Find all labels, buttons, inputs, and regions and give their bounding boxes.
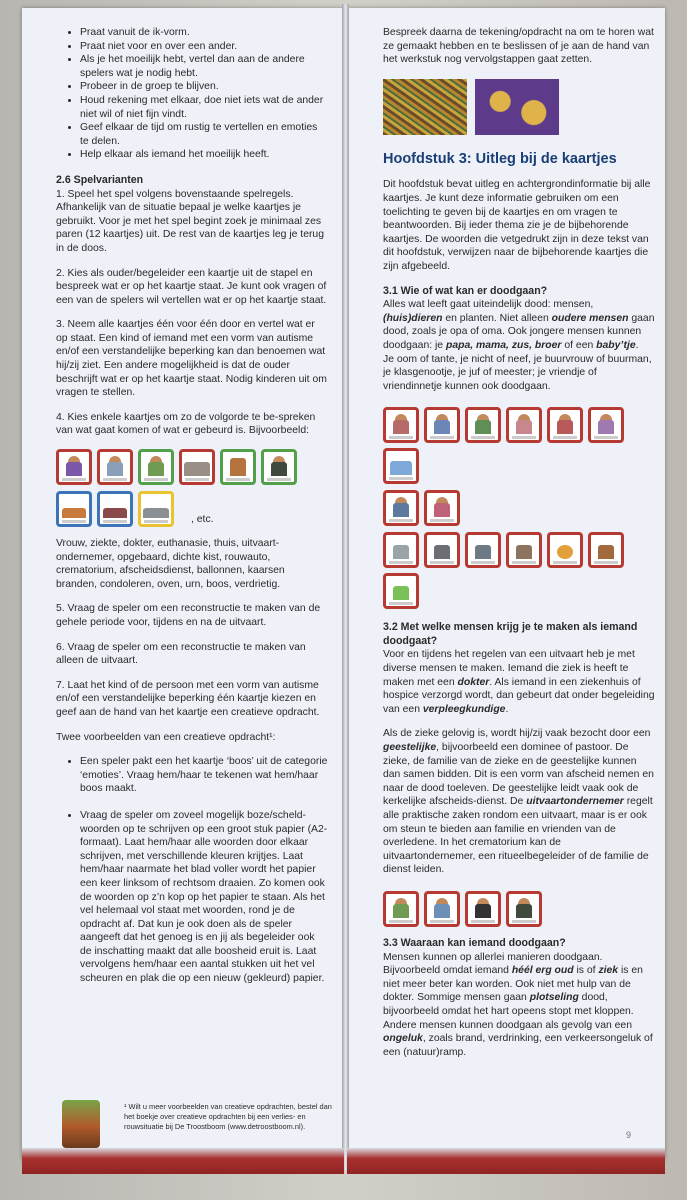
list-item: • Praat niet voor en over een ander. (80, 40, 328, 54)
list-item: • Houd rekening met elkaar, doe niet iets wat de ander niet wil of niet fijn vindt. (80, 94, 328, 121)
card-clergyman (465, 891, 501, 927)
card-hearse (138, 491, 174, 527)
card-row-example-2 (56, 491, 328, 527)
card-baby (383, 448, 419, 484)
card-person (383, 407, 419, 443)
paragraph: Als de zieke gelovig is, wordt hij/zij vaak bezocht door een geestelijke, bijvoorbeeld een dominee of pastoor. De zieke, de familie van de zieke en de geestelijke kunnen dan samen bidden. Dit is een vorm van afscheid nemen en naar de dood toeleven. De geestelijke leidt vaak ook de kerkelijke afscheids-dienst. De uitvaartondernemer regelt alle praktische zaken rondom een uitvaart, maar is er ook om steun te bieden aan familie en vrienden van de overledene. In het crematorium kan de uitvaartondernemer, een ritueelbegeleider of de familie de dienst leiden. (383, 728, 654, 876)
paragraph: Je oom of tante, je nicht of neef, je buurvrouw of buurman, je klasgenootje, je juf of meester; je vriendje of vriendinnetje kunnen ook doodgaan. (383, 353, 652, 392)
paragraph: 2. Kies als ouder/begeleider een kaartje uit de stapel en bespreek wat er op het kaartje staat. Je kunt ook vragen of een van de spelers wil vertellen wat er op het kaartje staat. (56, 267, 327, 306)
paragraph: Dit hoofdstuk bevat uitleg en achtergrondinformatie bij alle kaartjes. Je kunt deze informatie gebruiken om een toelichting te geven bij de kaartjes en om vragen te beantwoorden. Bij ieder thema zie je de bijbehorende kaartjes. De woorden die vetgedrukt zijn in deze tekst van dit hoofdstuk, verwijzen naar de bijbehorende kaartjes die zijn afgebeeld. (383, 179, 651, 272)
section-title: 2.6 Spelvarianten (56, 173, 144, 186)
paragraph: 7. Laat het kind of de persoon met een vorm van autisme en/of een verstandelijke beperking één kaartje kiezen en geef aan de hand van het kaartje een creatieve opdracht. (56, 679, 320, 718)
section-title: 3.3 Waaraan kan iemand doodgaan? (383, 936, 566, 949)
card-classmates (424, 490, 460, 526)
left-page-bottom-band (22, 1148, 344, 1174)
card-dog (383, 532, 419, 568)
chapter-title: Hoofdstuk 3: Uitleg bij de kaartjes (383, 150, 617, 167)
card-guinea-pig (506, 532, 542, 568)
list-item: • Geef elkaar de tijd om rustig te vertellen en emoties te delen. (80, 121, 328, 148)
left-column (56, 26, 328, 999)
card-undertaker (506, 891, 542, 927)
card-undertaker (261, 449, 297, 485)
card-rabbit (465, 532, 501, 568)
list-item: • Help elkaar als iemand het moeilijk heeft. (80, 148, 328, 162)
card-row-people (383, 407, 655, 484)
card-horse (588, 532, 624, 568)
card-row-example (56, 449, 328, 485)
card-woman (56, 449, 92, 485)
etc-text: , etc. (191, 514, 214, 526)
card-person (465, 407, 501, 443)
card-row-professionals (383, 891, 655, 927)
footnote: ¹ Wilt u meer voorbeelden van creatieve opdrachten, bestel dan het boekje over creatieve opdrachten bij een verlies- en rouwsituatie bij De Troostboom (www.detroostboom.nl). (124, 1102, 332, 1131)
paragraph: Mensen kunnen op allerlei manieren doodgaan. Bijvoorbeeld omdat iemand héél erg oud is of ziek is en niet meer beter kan worden. Ook niet met hulp van de dokter. Sommige mensen gaan plotseling dood, bijvoorbeeld omdat het hart opeens stopt met kloppen. Andere mensen kunnen doodgaan als gevolg van een ongeluk, zoals brand, verdrinking, een verkeersongeluk of een (natuur)ramp. (383, 951, 653, 1058)
paragraph: 4. Kies enkele kaartjes om zo de volgorde te be-spreken van wat gaat komen of wat er gebeurd is. Bijvoorbeeld: (56, 411, 316, 437)
card-person (506, 407, 542, 443)
card-row-people-2 (383, 490, 655, 526)
paragraph: 6. Vraag de speler om een reconstructie te maken van alleen de uitvaart. (56, 641, 306, 667)
word-list: Vrouw, ziekte, dokter, euthanasie, thuis, uitvaart-ondernemer, opgebaard, dichte kist, rouwauto, crematorium, afscheidsdienst, ballonnen, kaarsen branden, condoleren, oven, urn, boos, verdrietig. (56, 538, 285, 590)
list-item: • Een speler pakt een het kaartje ‘boos’ uit de categorie ‘emoties’. Vraag hem/haar te tekenen wat hem/haar boos maakt. (80, 755, 328, 796)
paragraph: 5. Vraag de speler om een reconstructie te maken van de gehele periode voor, tijdens en na de uitvaart. (56, 603, 321, 628)
section-title: 3.1 Wie of wat kan er doodgaan? (383, 284, 548, 297)
paragraph: Bespreek daarna de tekening/opdracht na om te horen wat ze gemaakt hebben en te beslissen of je aan de hand van het werkstuk nog vervolgstappen gaat zetten. (383, 27, 654, 66)
card-illness (97, 449, 133, 485)
footnote-area (62, 1100, 332, 1150)
rules-list (56, 26, 328, 162)
troostboom-tree-logo (62, 1100, 100, 1148)
card-fish (547, 532, 583, 568)
card-doctor (138, 449, 174, 485)
card-family (383, 490, 419, 526)
paragraph: 1. Speel het spel volgens bovenstaande spelregels. Afhankelijk van de situatie bepaal je welke kaartjes je gebruikt. Voor je met het spel begint zoek je minimaal zes paren (12 kaartjes) uit. De rest van de kaartjes leg je terug in de doos. (56, 188, 324, 254)
section-title: 3.2 Met welke mensen krijg je te maken als iemand doodgaat? (383, 621, 638, 647)
paragraph: 3. Neem alle kaartjes één voor één door en vertel wat er op staat. Een kind of iemand met een vorm van autisme en/of een verstandelijke beperking kan dan benoemen wat hij/zij ziet. Een andere mogelijkheid is dat de ouder beschrijft wat er op het kaartje staat. Nodig kinderen uit om vragen te stellen. (56, 319, 327, 399)
creative-assignments-list (56, 755, 328, 986)
card-doctor (383, 891, 419, 927)
card-euthanasia (179, 449, 215, 485)
card-cat (424, 532, 460, 568)
card-row-animals (383, 532, 655, 609)
card-bird (383, 573, 419, 609)
paragraph: Voor en tijdens het regelen van een uitvaart heb je met diverse mensen te maken. Iemand die ziek is heeft te maken met een dokter. Als iemand in een ziekenhuis of hospice verzorgd wordt, dan gebeurt dat onder begeleiding van een verpleegkundige. (383, 649, 655, 715)
card-person (588, 407, 624, 443)
card-person (424, 407, 460, 443)
card-home (220, 449, 256, 485)
list-item: • Als je het moeilijk hebt, vertel dan aan de andere spelers wat je nodig hebt. (80, 53, 328, 80)
card-nurse (424, 891, 460, 927)
list-item: • Praat vanuit de ik-vorm. (80, 26, 328, 40)
artwork-photo (383, 79, 467, 135)
artwork-photos (383, 79, 655, 135)
card-laid-out (56, 491, 92, 527)
paragraph: Twee voorbeelden van een creatieve opdracht¹: (56, 731, 276, 743)
book-spine (342, 4, 349, 1170)
right-column (383, 26, 655, 1070)
list-item: • Probeer in de groep te blijven. (80, 80, 328, 94)
paragraph: Alles wat leeft gaat uiteindelijk dood: mensen, (huis)dieren en planten. Niet alleen oudere mensen gaan dood, zoals je opa of oma. Ook jongere mensen kunnen doodgaan: je papa, mama, zus, broer of een baby’tje. (383, 299, 655, 351)
card-closed-coffin (97, 491, 133, 527)
card-person (547, 407, 583, 443)
right-page-bottom-band (347, 1148, 665, 1174)
page-number: 9 (626, 1130, 632, 1140)
artwork-photo (475, 79, 559, 135)
list-item: • Vraag de speler om zoveel mogelijk boze/scheld-woorden op te schrijven op een groot stuk papier (A2-formaat). Laat hem/haar alle woorden door elkaar schrijven, met verschillende kleuren krijtjes. Laat hem/haar naarmate het blad voller wordt het papier een keer linksom of rechtsom draaien. Zo komen ook de woorden op z’n kop op het papier te staan. Als het vel helemaal vol staat met woorden, rond je de opdracht af. Dat kun je ook doen als de speler aangeeft dat het genoeg is en jij als begeleider ook de inschatting maakt dat alle boosheid eruit is. Laat vervolgens hem/haar een aantal stukken uit het vel scheuren en plak die op een nieuw (gekleurd) papier. (80, 809, 328, 986)
